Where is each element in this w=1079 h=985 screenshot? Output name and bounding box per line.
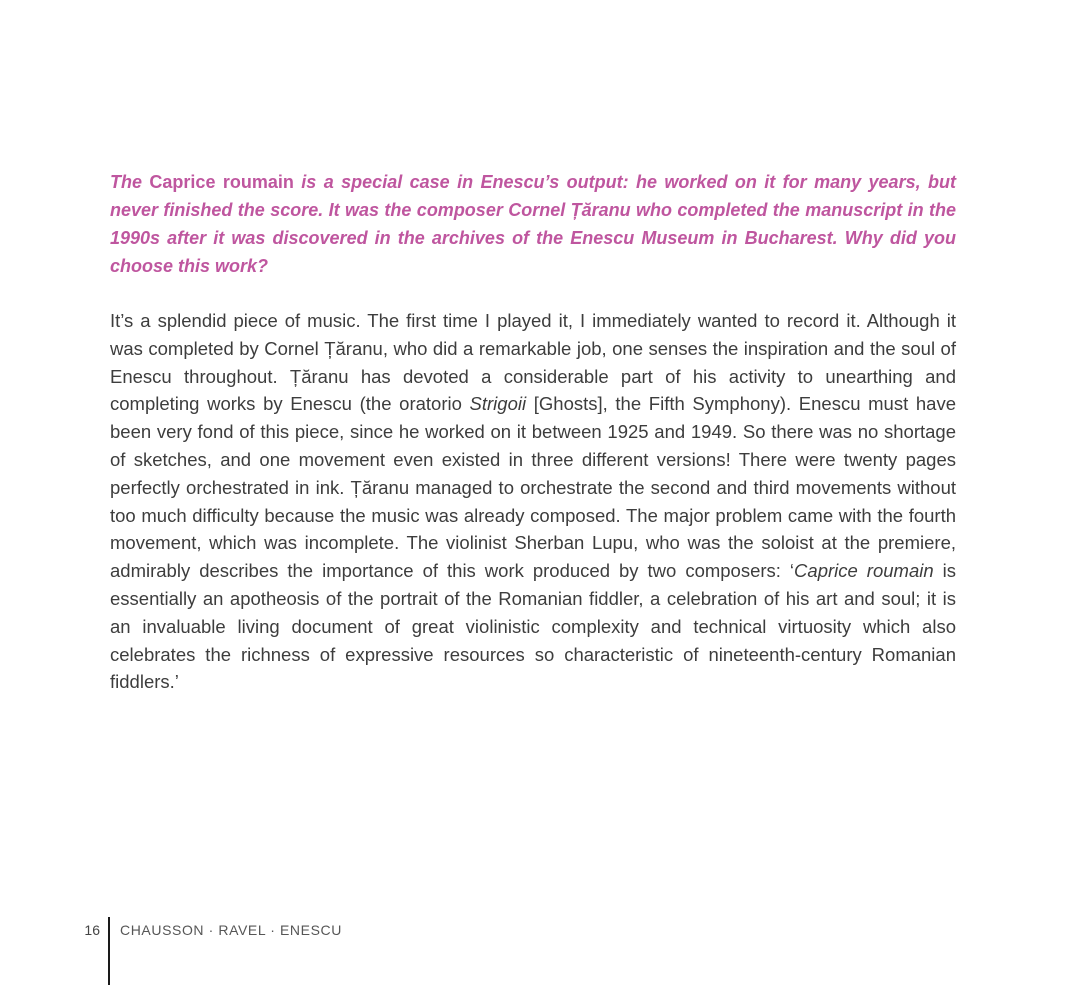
footer-divider	[108, 917, 110, 985]
text-segment: is essentially an apotheosis of the portrait of the Romanian fiddler, a celebration of his art and soul; it is an invaluable living document of great violinistic complexity and technical virtuosity which also celebrates the richness of expressive resources so characteristic of nineteenth-century Romanian fiddlers.’	[110, 560, 956, 693]
text-segment: [Ghosts], the Fifth Symphony). Enescu must have been very fond of this piece, since he worked on it between 1925 and 1949. So there was no shortage of sketches, and one movement even existed in three different versions! There were twenty pages perfectly orchestrated in ink. Țăranu managed to orchestrate the second and third movements without too much difficulty because the music was already composed. The major problem came with the fourth movement, which was incomplete. The violinist Sherban Lupu, who was the soloist at the premiere, admirably describes the importance of this work produced by two composers: ‘	[110, 393, 956, 582]
text-segment: Caprice roumain	[794, 560, 934, 582]
page-footer	[80, 917, 342, 985]
interviewer-question	[110, 168, 956, 280]
text-segment: It’s a splendid piece of music. The first time I played it, I immediately wanted to record it. Although it was completed by Cornel Țăranu, who did a remarkable job, one senses the inspiration and the soul of Enescu throughout. Țăranu has devoted a considerable part of his activity to unearthing and completing works by Enescu (the oratorio	[110, 310, 956, 415]
interview-answer	[110, 307, 956, 696]
album-title: CHAUSSON · RAVEL · ENESCU	[120, 922, 342, 938]
interview-content	[110, 168, 956, 696]
text-segment: The	[110, 172, 150, 192]
text-segment: Strigoii	[469, 393, 527, 415]
page-number: 16	[84, 922, 100, 938]
text-segment: is a special case in Enescu’s output: he worked on it for many years, but never finished the score. It was the composer Cornel Țăranu who completed the manuscript in the 1990s after it was discovered in the archives of the Enescu Museum in Bucharest. Why did you choose this work?	[110, 172, 956, 276]
text-segment: Caprice roumain	[149, 172, 294, 192]
